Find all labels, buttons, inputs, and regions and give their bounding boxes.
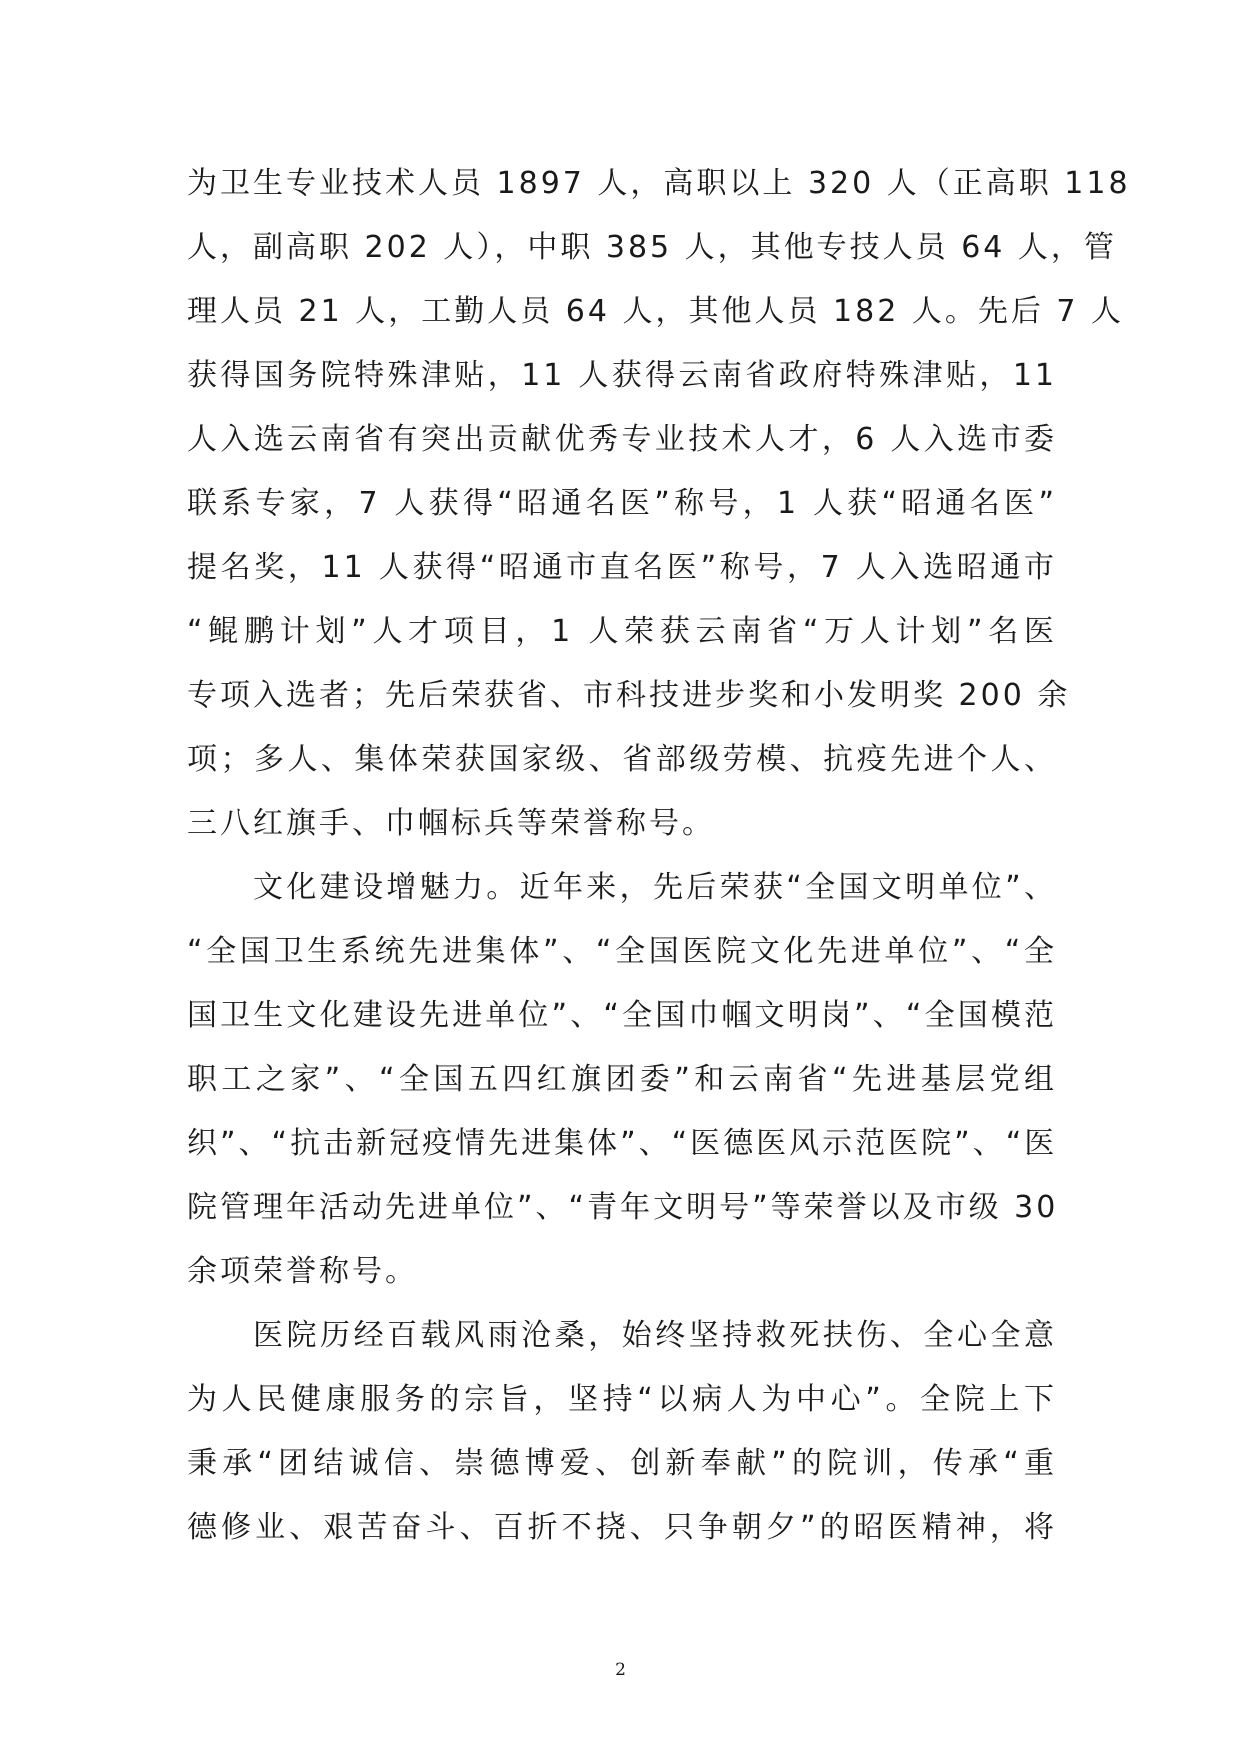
paragraph-staff-statistics [187,152,1131,856]
text-line: 织”、“抗击新冠疫情先进集体”、“医德医风示范医院”、“医 [187,1126,1058,1161]
text-line: 人入选云南省有突出贡献优秀专业技术人才，6 人入选市委 [187,422,1057,457]
body-text [187,152,1131,1560]
text-line: 项；多人、集体荣获国家级、省部级劳模、抗疫先进个人、 [187,742,1057,777]
text-line: 获得国务院特殊津贴，11 人获得云南省政府特殊津贴，11 [187,358,1057,393]
text-line: 理人员 21 人，工勤人员 64 人，其他人员 182 人。先后 7 人 [187,294,1124,329]
text-line: 秉承“团结诚信、崇德博爱、创新奉献”的院训，传承“重 [187,1446,1057,1481]
text-line: “鲲鹏计划”人才项目，1 人荣获云南省“万人计划”名医 [187,614,1057,649]
text-line: 余项荣誉称号。 [187,1254,418,1289]
text-line: 职工之家”、“全国五四红旗团委”和云南省“先进基层党组 [187,1062,1057,1097]
text-line: 为卫生专业技术人员 1897 人，高职以上 320 人（正高职 118 [187,166,1131,201]
text-line: 三八红旗手、巾帼标兵等荣誉称号。 [187,806,715,841]
text-line: 文化建设增魅力。近年来，先后荣获“全国文明单位”、 [253,870,1057,905]
text-line: “全国卫生系统先进集体”、“全国医院文化先进单位”、“全 [187,934,1057,969]
text-line: 人，副高职 202 人），中职 385 人，其他专技人员 64 人，管 [187,230,1117,265]
page-number: 2 [615,1660,626,1680]
text-line: 提名奖，11 人获得“昭通市直名医”称号，7 人入选昭通市 [187,550,1057,585]
text-line: 国卫生文化建设先进单位”、“全国巾帼文明岗”、“全国模范 [187,998,1057,1033]
paragraph-culture-honors [187,856,1057,1304]
text-line: 院管理年活动先进单位”、“青年文明号”等荣誉以及市级 30 [187,1190,1059,1225]
text-line: 医院历经百载风雨沧桑，始终坚持救死扶伤、全心全意 [253,1318,1057,1353]
paragraph-hospital-spirit [187,1304,1057,1560]
text-line: 德修业、艰苦奋斗、百折不挠、只争朝夕”的昭医精神，将 [187,1510,1057,1545]
text-line: 为人民健康服务的宗旨，坚持“以病人为中心”。全院上下 [187,1382,1057,1417]
text-line: 联系专家，7 人获得“昭通名医”称号，1 人获“昭通名医” [187,486,1057,521]
text-line: 专项入选者；先后荣获省、市科技进步奖和小发明奖 200 余 [187,678,1071,713]
